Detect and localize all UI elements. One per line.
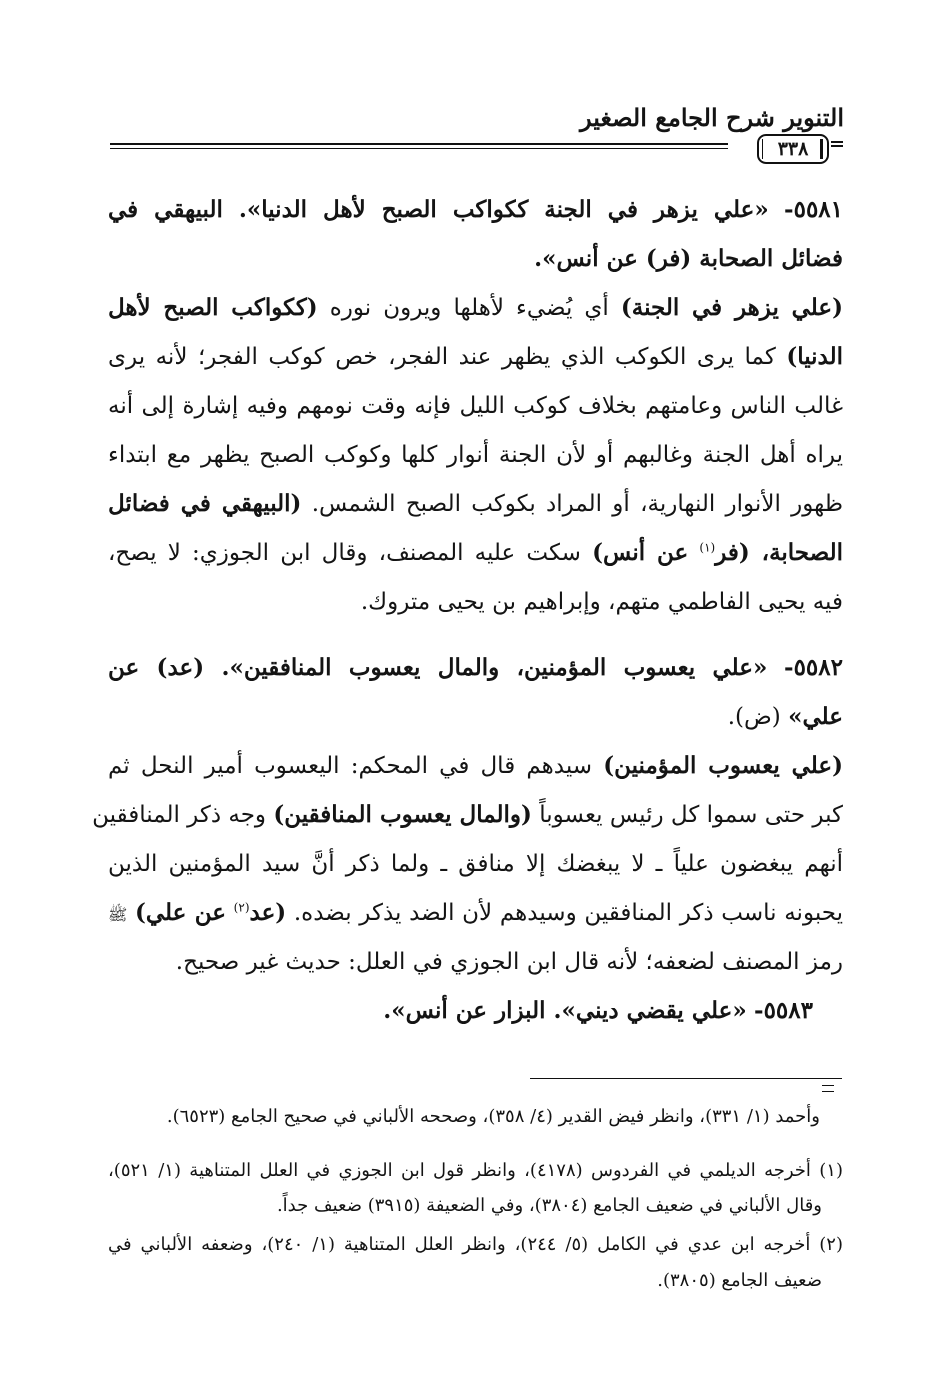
footnote-separator	[530, 1078, 842, 1079]
bold-phrase: (علي يزهر في الجنة)	[620, 294, 843, 321]
header-rule-thin	[110, 148, 728, 149]
text-line-17	[108, 988, 813, 1034]
bold-phrase: عن أنس)	[592, 539, 689, 566]
book-title: التنوير شرح الجامع الصغير	[580, 103, 844, 132]
footnote-marker-1: (١)	[699, 540, 716, 555]
bold-phrase: (علي يعسوب المؤمنين)	[603, 752, 844, 779]
bold-phrase: (عد	[249, 899, 287, 926]
bold-phrase: الدنيا)	[786, 343, 844, 370]
text-line-16: رمز المصنف لضعفه؛ لأنه قال ابن الجوزي في العلل: حديث غير صحيح.	[175, 949, 843, 975]
footnote-continuation-mark	[822, 1085, 834, 1092]
plain-phrase: أي يُضيء لأهلها ويرون نوره	[329, 295, 609, 321]
text-line-4	[108, 334, 843, 380]
grade-mark: (ض).	[727, 704, 781, 730]
header-double-rule	[110, 143, 728, 153]
plain-phrase: كبر حتى سموا كل رئيس يعسوباً	[539, 802, 843, 828]
hadith-source-5582: علي	[802, 703, 843, 730]
footnote-2-line-1: (٢) أخرجه ابن عدي في الكامل (٥/ ٢٤٤)، وانظر العلل المتناهية (١/ ٢٤٠)، وضعفه الألباني في	[108, 1234, 843, 1255]
hadith-number-5582: ٥٥٨٢-	[784, 654, 843, 681]
page-number: ٣٣٨	[757, 134, 829, 164]
bold-phrase: عن علي)	[135, 899, 226, 926]
text-line-10	[108, 645, 843, 691]
header-equals-mark	[831, 141, 843, 147]
plain-phrase: سكت عليه المصنف، وقال ابن الجوزي: لا يصح،	[108, 540, 581, 566]
text-line-15	[108, 890, 843, 936]
text-line-1	[108, 187, 843, 233]
plain-phrase: ظهور الأنوار النهارية، أو المراد بكوكب الصبح الشمس.	[311, 491, 844, 517]
plain-phrase: كما يرى الكوكب الذي يظهر عند الفجر، خص كوكب الفجر؛ لأنه يرى	[108, 344, 776, 370]
quote-close: ».	[383, 997, 406, 1024]
text-line-8	[108, 530, 843, 576]
text-line-2	[108, 236, 843, 282]
footnote-2-line-2: ضعيف الجامع (٣٨٠٥).	[657, 1270, 822, 1291]
text-line-11: علي» (ض).	[727, 703, 843, 730]
bold-phrase: (والمال يعسوب المنافقين)	[273, 801, 532, 828]
honorific-glyph: ﷺ	[108, 905, 128, 924]
footnote-1-line-1: (١) أخرجه الديلمي في الفردوس (٤١٧٨)، وانظر قول ابن الجوزي في العلل المتناهية (١/ ٥٢١)،	[108, 1160, 843, 1181]
hadith-number-5581: ٥٥٨١-	[784, 196, 844, 223]
text-line-13	[92, 792, 843, 838]
text-line-7	[108, 481, 843, 527]
hadith-text-5582: «علي يعسوب المؤمنين، والمال يعسوب المنافقين». (عد) عن	[108, 654, 768, 681]
hadith-source-5581: فضائل الصحابة (فر) عن أنس	[556, 245, 843, 272]
footnote-continuation: وأحمد (١/ ٣٣١)، وانظر فيض القدير (٤/ ٣٥٨)، وصححه الألباني في صحيح الجامع (٦٥٢٣).	[166, 1106, 820, 1127]
text-line-12	[108, 743, 843, 789]
text-line-3	[108, 285, 843, 331]
plain-phrase: سيدهم قال في المحكم: اليعسوب أمير النحل ثم	[108, 753, 593, 779]
footnote-marker-2: (٢)	[233, 900, 250, 915]
text-line-14: أنهم يبغضون علياً ـ لا يبغضك إلا منافق ـ ولما ذكر أنَّ سيد المؤمنين الذين	[108, 851, 843, 877]
bold-phrase: (البيهقي في فضائل	[108, 490, 302, 517]
plain-phrase: يحبونه ناسب ذكر المنافقين وسيدهم لأن الضد يذكر بضده.	[293, 900, 844, 926]
hadith-text-5581: «علي يزهر في الجنة ككواكب الصبح لأهل الدنيا». البيهقي في	[108, 196, 769, 223]
bold-phrase: الصحابة، (فر	[715, 539, 843, 566]
text-line-9: فيه يحيى الفاطمي متهم، وإبراهيم بن يحيى متروك.	[360, 589, 843, 615]
text-line-6: يراه أهل الجنة وغالبهم أو لأن الجنة أنوار كلها وكوكب الصبح يظهر مع ابتداء	[108, 442, 843, 468]
header-rule-thick	[110, 143, 728, 145]
bold-phrase: (ككواكب الصبح لأهل	[108, 294, 318, 321]
quote-close: ».	[534, 245, 557, 272]
text-line-5: غالب الناس وعامتهم بخلاف كوكب الليل فإنه وقت نومهم وفيه إشارة إلى أنه	[108, 393, 843, 419]
hadith-text-5583: «علي يقضي ديني». البزار عن أنس	[405, 997, 747, 1024]
plain-phrase: وجه ذكر المنافقين	[92, 802, 267, 828]
footnote-1-line-2: وقال الألباني في ضعيف الجامع (٣٨٠٤)، وفي الضعيفة (٣٩١٥) ضعيف جداً.	[276, 1195, 822, 1216]
hadith-number-5583: ٥٥٨٣-	[754, 997, 813, 1024]
